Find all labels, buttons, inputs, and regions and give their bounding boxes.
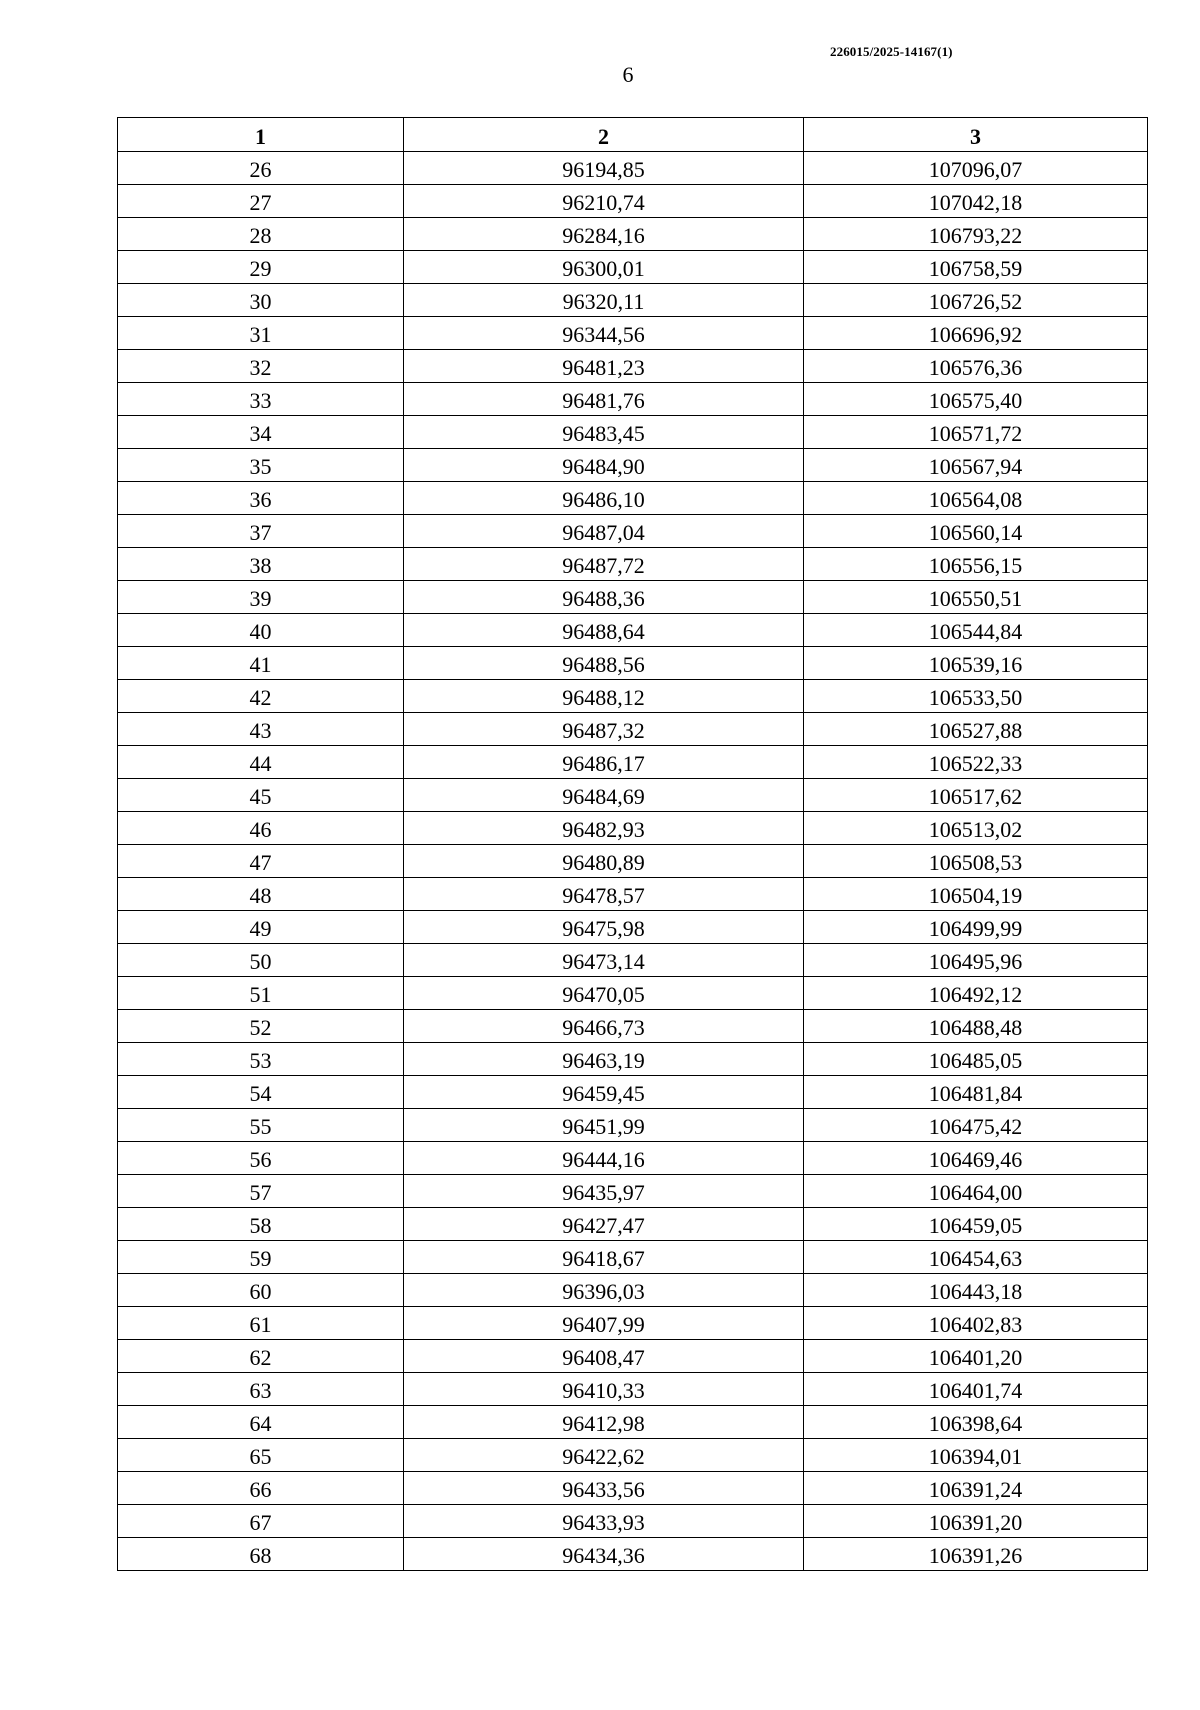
table-cell: 39	[118, 581, 404, 614]
table-row	[118, 878, 1148, 911]
table-cell: 106527,88	[804, 713, 1148, 746]
table-cell: 44	[118, 746, 404, 779]
table-cell: 41	[118, 647, 404, 680]
table-row	[118, 1175, 1148, 1208]
page-number: 6	[622, 62, 634, 87]
table-cell: 48	[118, 878, 404, 911]
table-cell: 67	[118, 1505, 404, 1538]
table-cell: 28	[118, 218, 404, 251]
table-cell: 65	[118, 1439, 404, 1472]
table-cell: 96473,14	[404, 944, 804, 977]
table-cell: 26	[118, 152, 404, 185]
table-cell: 96284,16	[404, 218, 804, 251]
table-cell: 106398,64	[804, 1406, 1148, 1439]
table-cell: 30	[118, 284, 404, 317]
table-cell: 62	[118, 1340, 404, 1373]
table-row	[118, 911, 1148, 944]
table-cell: 106567,94	[804, 449, 1148, 482]
table-cell: 96482,93	[404, 812, 804, 845]
table-cell: 96480,89	[404, 845, 804, 878]
table-cell: 106495,96	[804, 944, 1148, 977]
document-reference-number: 226015/2025-14167(1)	[830, 44, 953, 59]
table-cell: 96486,17	[404, 746, 804, 779]
table-body	[118, 152, 1148, 1571]
table-cell: 106560,14	[804, 515, 1148, 548]
table-row	[118, 1505, 1148, 1538]
table-cell: 96484,90	[404, 449, 804, 482]
table-row	[118, 152, 1148, 185]
table-row	[118, 680, 1148, 713]
table-cell: 96418,67	[404, 1241, 804, 1274]
table-cell: 106576,36	[804, 350, 1148, 383]
table-cell: 106481,84	[804, 1076, 1148, 1109]
table-cell: 96488,36	[404, 581, 804, 614]
table-row	[118, 581, 1148, 614]
table-cell: 96300,01	[404, 251, 804, 284]
table-cell: 106539,16	[804, 647, 1148, 680]
table-cell: 42	[118, 680, 404, 713]
table-cell: 106499,99	[804, 911, 1148, 944]
table-cell: 106696,92	[804, 317, 1148, 350]
table-row	[118, 1373, 1148, 1406]
table-cell: 96433,93	[404, 1505, 804, 1538]
table-row	[118, 449, 1148, 482]
table-cell: 61	[118, 1307, 404, 1340]
table-cell: 57	[118, 1175, 404, 1208]
table-cell: 59	[118, 1241, 404, 1274]
table-cell: 49	[118, 911, 404, 944]
table-cell: 68	[118, 1538, 404, 1571]
table-row	[118, 251, 1148, 284]
table-row	[118, 977, 1148, 1010]
table-row	[118, 1439, 1148, 1472]
table-row	[118, 779, 1148, 812]
table-cell: 31	[118, 317, 404, 350]
table-cell: 29	[118, 251, 404, 284]
table-cell: 106485,05	[804, 1043, 1148, 1076]
table-row	[118, 317, 1148, 350]
table-cell: 53	[118, 1043, 404, 1076]
table-cell: 106402,83	[804, 1307, 1148, 1340]
table-cell: 96470,05	[404, 977, 804, 1010]
table-cell: 96412,98	[404, 1406, 804, 1439]
table-row	[118, 185, 1148, 218]
table-cell: 106793,22	[804, 218, 1148, 251]
table-cell: 106401,74	[804, 1373, 1148, 1406]
table-cell: 96422,62	[404, 1439, 804, 1472]
table-cell: 106443,18	[804, 1274, 1148, 1307]
table-cell: 106564,08	[804, 482, 1148, 515]
table-cell: 46	[118, 812, 404, 845]
table-row	[118, 1142, 1148, 1175]
table-cell: 106556,15	[804, 548, 1148, 581]
table-cell: 96433,56	[404, 1472, 804, 1505]
table-cell: 66	[118, 1472, 404, 1505]
table-cell: 96435,97	[404, 1175, 804, 1208]
table-cell: 45	[118, 779, 404, 812]
table-cell: 107096,07	[804, 152, 1148, 185]
table-cell: 96396,03	[404, 1274, 804, 1307]
table-row	[118, 812, 1148, 845]
table-cell: 96487,04	[404, 515, 804, 548]
table-cell: 96407,99	[404, 1307, 804, 1340]
column-header: 3	[804, 118, 1148, 152]
table-row	[118, 1208, 1148, 1241]
coordinates-table	[117, 117, 1148, 1571]
table-cell: 106454,63	[804, 1241, 1148, 1274]
table-cell: 34	[118, 416, 404, 449]
table-row	[118, 1307, 1148, 1340]
column-header: 1	[118, 118, 404, 152]
table-row	[118, 350, 1148, 383]
table-cell: 54	[118, 1076, 404, 1109]
table-cell: 106488,48	[804, 1010, 1148, 1043]
table-row	[118, 1010, 1148, 1043]
table-cell: 106550,51	[804, 581, 1148, 614]
table-cell: 43	[118, 713, 404, 746]
table-cell: 106401,20	[804, 1340, 1148, 1373]
table-cell: 47	[118, 845, 404, 878]
table-cell: 106391,20	[804, 1505, 1148, 1538]
table-cell: 96481,23	[404, 350, 804, 383]
table-cell: 96484,69	[404, 779, 804, 812]
table-cell: 106504,19	[804, 878, 1148, 911]
table-cell: 96434,36	[404, 1538, 804, 1571]
table-cell: 35	[118, 449, 404, 482]
table-row	[118, 548, 1148, 581]
table-cell: 40	[118, 614, 404, 647]
table-cell: 107042,18	[804, 185, 1148, 218]
table-cell: 96463,19	[404, 1043, 804, 1076]
table-cell: 106469,46	[804, 1142, 1148, 1175]
table-cell: 106391,24	[804, 1472, 1148, 1505]
column-header: 2	[404, 118, 804, 152]
table-cell: 106464,00	[804, 1175, 1148, 1208]
table-cell: 96466,73	[404, 1010, 804, 1043]
table-cell: 96444,16	[404, 1142, 804, 1175]
table-cell: 33	[118, 383, 404, 416]
table-cell: 106533,50	[804, 680, 1148, 713]
table-cell: 96488,56	[404, 647, 804, 680]
table-cell: 96194,85	[404, 152, 804, 185]
table-row	[118, 1109, 1148, 1142]
table-cell: 37	[118, 515, 404, 548]
table-cell: 106394,01	[804, 1439, 1148, 1472]
table-cell: 50	[118, 944, 404, 977]
table-cell: 27	[118, 185, 404, 218]
table-row	[118, 515, 1148, 548]
table-row	[118, 1274, 1148, 1307]
table-row	[118, 416, 1148, 449]
table-cell: 63	[118, 1373, 404, 1406]
table-cell: 96486,10	[404, 482, 804, 515]
table-cell: 106492,12	[804, 977, 1148, 1010]
table-row	[118, 845, 1148, 878]
table-cell: 51	[118, 977, 404, 1010]
table-cell: 106517,62	[804, 779, 1148, 812]
table-row	[118, 284, 1148, 317]
table-cell: 96451,99	[404, 1109, 804, 1142]
table-row	[118, 944, 1148, 977]
table-row	[118, 482, 1148, 515]
table-row	[118, 1076, 1148, 1109]
table-cell: 106726,52	[804, 284, 1148, 317]
table-cell: 96478,57	[404, 878, 804, 911]
table-cell: 96487,72	[404, 548, 804, 581]
table-row	[118, 218, 1148, 251]
table-cell: 106475,42	[804, 1109, 1148, 1142]
table-cell: 58	[118, 1208, 404, 1241]
table-row	[118, 1340, 1148, 1373]
table-cell: 96410,33	[404, 1373, 804, 1406]
table-cell: 52	[118, 1010, 404, 1043]
table-row	[118, 383, 1148, 416]
table-cell: 60	[118, 1274, 404, 1307]
table-cell: 96483,45	[404, 416, 804, 449]
table-cell: 106513,02	[804, 812, 1148, 845]
table-cell: 38	[118, 548, 404, 581]
table-row	[118, 746, 1148, 779]
table-cell: 96488,64	[404, 614, 804, 647]
table-cell: 96487,32	[404, 713, 804, 746]
table-cell: 96320,11	[404, 284, 804, 317]
table-cell: 106544,84	[804, 614, 1148, 647]
table-row	[118, 1241, 1148, 1274]
table-cell: 106391,26	[804, 1538, 1148, 1571]
table-cell: 96408,47	[404, 1340, 804, 1373]
table-cell: 96488,12	[404, 680, 804, 713]
table-row	[118, 1472, 1148, 1505]
table-cell: 56	[118, 1142, 404, 1175]
table-row	[118, 614, 1148, 647]
table-cell: 106758,59	[804, 251, 1148, 284]
table-cell: 106575,40	[804, 383, 1148, 416]
table-cell: 96344,56	[404, 317, 804, 350]
table-row	[118, 1043, 1148, 1076]
table-cell: 96475,98	[404, 911, 804, 944]
table-cell: 106459,05	[804, 1208, 1148, 1241]
table-header-row	[118, 118, 1148, 152]
table-cell: 96210,74	[404, 185, 804, 218]
table-cell: 55	[118, 1109, 404, 1142]
table-cell: 106571,72	[804, 416, 1148, 449]
table-cell: 32	[118, 350, 404, 383]
table-row	[118, 647, 1148, 680]
table-cell: 96427,47	[404, 1208, 804, 1241]
table-cell: 36	[118, 482, 404, 515]
table-row	[118, 1406, 1148, 1439]
table-row	[118, 713, 1148, 746]
table-cell: 96459,45	[404, 1076, 804, 1109]
table-cell: 64	[118, 1406, 404, 1439]
table-row	[118, 1538, 1148, 1571]
table-cell: 106522,33	[804, 746, 1148, 779]
table-cell: 96481,76	[404, 383, 804, 416]
table-cell: 106508,53	[804, 845, 1148, 878]
